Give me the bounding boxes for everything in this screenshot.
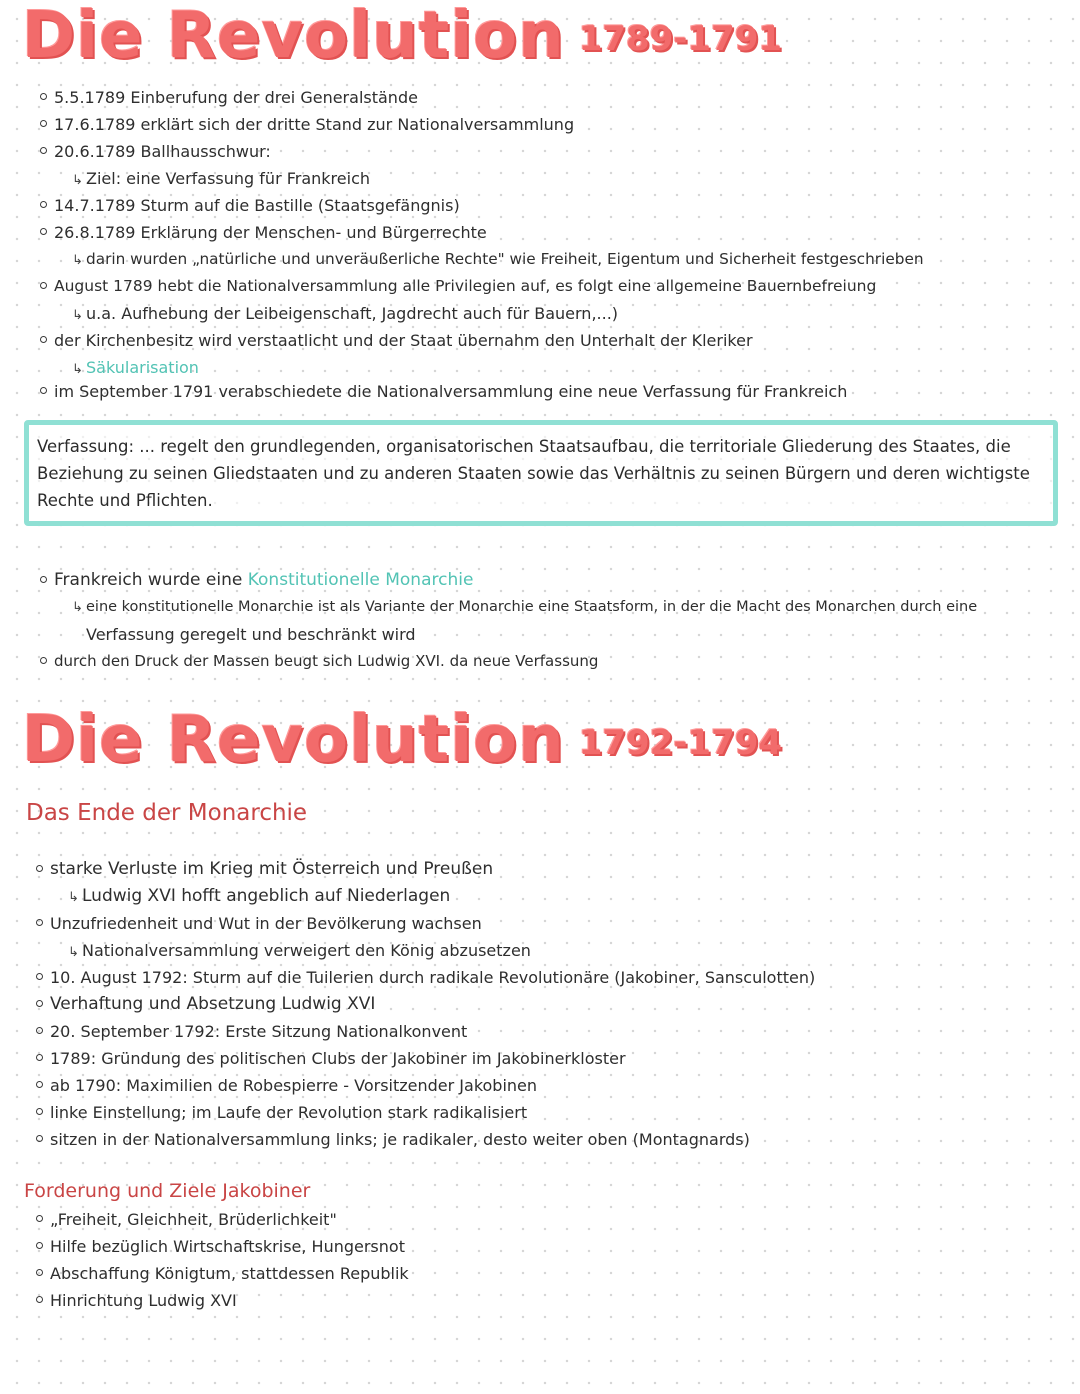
list-item: 5.5.1789 Einberufung der drei Generalstände — [38, 84, 924, 111]
list-item: sitzen in der Nationalversammlung links; je radikaler, desto weiter oben (Montagnards) — [34, 1126, 815, 1153]
title-range: 1792-1794 — [578, 723, 783, 764]
list-item: 14.7.1789 Sturm auf die Bastille (Staatsgefängnis) — [38, 192, 924, 219]
section-heading: Forderung und Ziele Jakobiner — [24, 1180, 311, 1202]
events-list-1791 — [38, 378, 847, 405]
list-subitem-continued: Verfassung geregelt und beschränkt wird — [86, 625, 416, 644]
return-arrow-icon: ↳ — [72, 253, 83, 268]
list-subitem: ↳ u.a. Aufhebung der Leibeigenschaft, Jagdrecht auch für Bauern,...) — [38, 300, 924, 327]
list-subitem: ↳ eine konstitutionelle Monarchie ist als Variante der Monarchie eine Staatsform, in der die Macht des Monarchen durch eine — [38, 594, 977, 621]
title-range: 1789-1791 — [578, 19, 783, 60]
list-item: Hinrichtung Ludwig XVI — [34, 1287, 409, 1314]
list-subitem: ↳ Nationalversammlung verweigert den König abzusetzen — [34, 937, 815, 964]
list-subitem: ↳ darin wurden „natürliche und unveräußerliche Rechte" wie Freiheit, Eigentum und Sicherheit festgeschrieben — [38, 246, 924, 273]
list-subitem — [38, 354, 924, 381]
highlight-term: Säkularisation — [86, 358, 199, 377]
title-revolution-1792 — [22, 703, 783, 777]
list-subitem: ↳ Ziel: eine Verfassung für Frankreich — [38, 165, 924, 192]
title-text: Die Revolution — [22, 703, 565, 777]
list-item: Hilfe bezüglich Wirtschaftskrise, Hungersnot — [34, 1233, 409, 1260]
end-of-monarchy-list — [34, 856, 815, 1153]
definition-text: Verfassung: ... regelt den grundlegenden, organisatorischen Staatsaufbau, die territoriale Gliederung des Staates, die Beziehung zu seinen Gliedstaaten und zu anderen Staaten sowie das Verhältnis zu seinen Bürgern und deren wichtigste Rechte und Pflichten. — [37, 437, 1030, 510]
list-subitem: ↳ Ludwig XVI hofft angeblich auf Niederlagen — [34, 883, 815, 910]
return-arrow-icon: ↳ — [72, 173, 83, 188]
highlight-term: Konstitutionelle Monarchie — [247, 570, 474, 590]
title-text: Die Revolution — [22, 0, 565, 73]
events-list-1789 — [38, 84, 924, 381]
list-item: durch den Druck der Massen beugt sich Ludwig XVI. da neue Verfassung — [38, 648, 977, 675]
list-item: 20. September 1792: Erste Sitzung Nationalkonvent — [34, 1018, 815, 1045]
list-item: „Freiheit, Gleichheit, Brüderlichkeit" — [34, 1206, 409, 1233]
list-item: Unzufriedenheit und Wut in der Bevölkerung wachsen — [34, 910, 815, 937]
list-item: Abschaffung Königtum, stattdessen Republik — [34, 1260, 409, 1287]
list-item: Verhaftung und Absetzung Ludwig XVI — [34, 991, 815, 1018]
list-item: 1789: Gründung des politischen Clubs der Jakobiner im Jakobinerkloster — [34, 1045, 815, 1072]
monarchy-list — [38, 567, 977, 675]
list-item: 17.6.1789 erklärt sich der dritte Stand zur Nationalversammlung — [38, 111, 924, 138]
return-arrow-icon: ↳ — [72, 600, 83, 615]
list-item: im September 1791 verabschiedete die Nationalversammlung eine neue Verfassung für Frankreich — [38, 378, 847, 405]
return-arrow-icon: ↳ — [72, 362, 83, 377]
list-item: 20.6.1789 Ballhausschwur: — [38, 138, 924, 165]
list-item: 26.8.1789 Erklärung der Menschen- und Bürgerrechte — [38, 219, 924, 246]
definition-box — [24, 420, 1058, 526]
list-item: August 1789 hebt die Nationalversammlung alle Privilegien auf, es folgt eine allgemeine Bauernbefreiung — [38, 273, 924, 300]
return-arrow-icon: ↳ — [68, 945, 79, 960]
list-item: linke Einstellung; im Laufe der Revolution stark radikalisiert — [34, 1099, 815, 1126]
section-heading: Das Ende der Monarchie — [26, 800, 308, 826]
jacobin-goals-list — [34, 1206, 409, 1314]
list-item: 10. August 1792: Sturm auf die Tuilerien durch radikale Revolutionäre (Jakobiner, Sansculotten) — [34, 964, 815, 991]
return-arrow-icon: ↳ — [72, 308, 83, 323]
return-arrow-icon: ↳ — [68, 890, 79, 905]
list-item: ab 1790: Maximilien de Robespierre - Vorsitzender Jakobinen — [34, 1072, 815, 1099]
list-item: Frankreich wurde eine Konstitutionelle Monarchie — [38, 567, 977, 594]
list-item: der Kirchenbesitz wird verstaatlicht und der Staat übernahm den Unterhalt der Kleriker — [38, 327, 924, 354]
title-revolution-1789 — [22, 0, 783, 73]
list-item: starke Verluste im Krieg mit Österreich und Preußen — [34, 856, 815, 883]
